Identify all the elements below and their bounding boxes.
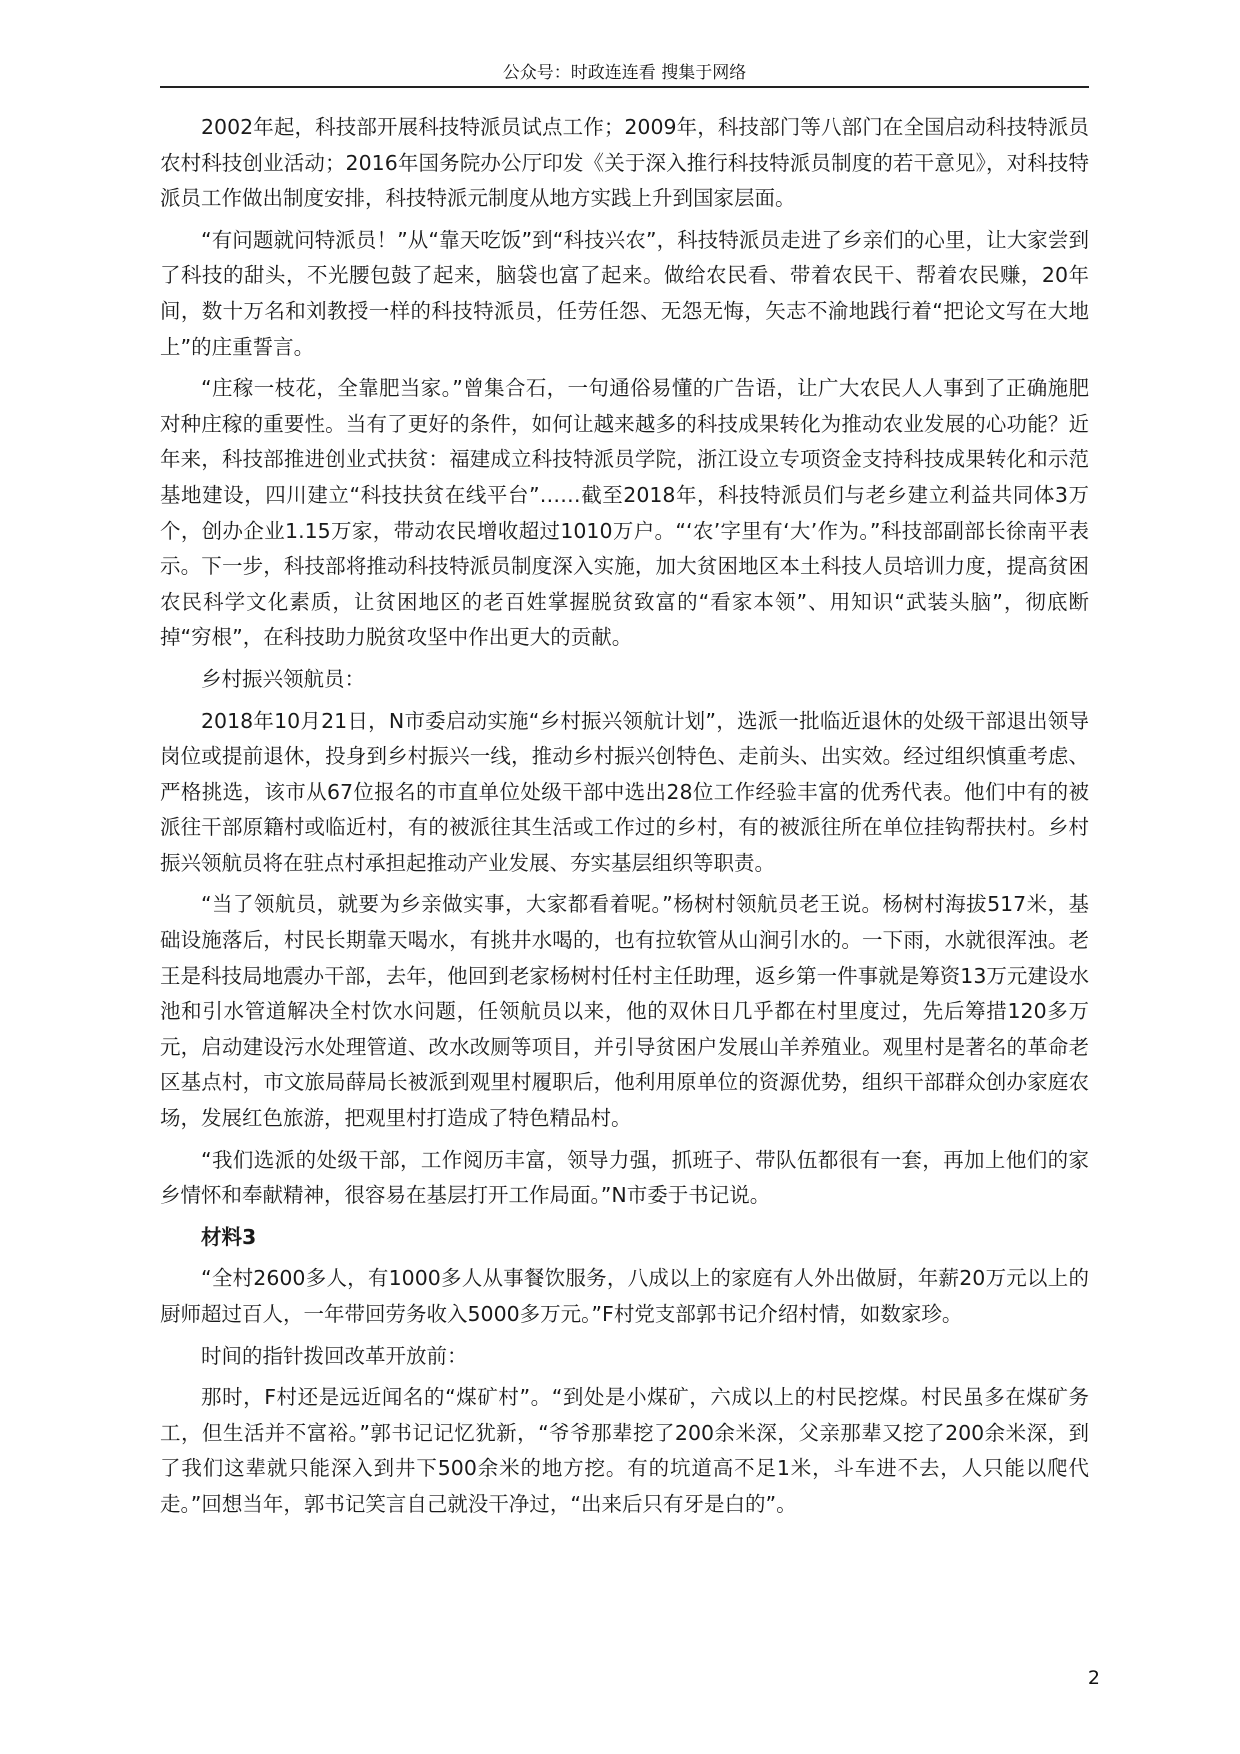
page-number: 2 xyxy=(1087,1667,1100,1689)
paragraph: “庄稼一枝花，全靠肥当家。”曾集合石，一句通俗易懂的广告语，让广大农民人人事到了正确施肥对种庄稼的重要性。当有了更好的条件，如何让越来越多的科技成果转化为推动农业发展的心功能？近年来，科技部推进创业式扶贫：福建成立科技特派员学院，浙江设立专项资金支持科技成果转化和示范基地建设，四川建立“科技扶贫在线平台”……截至2018年，科技特派员们与老乡建立利益共同体3万个，创办企业1.15万家，带动农民增收超过1010万户。“‘农’字里有‘大’作为。”科技部副部长徐南平表示。下一步，科技部将推动科技特派员制度深入实施，加大贫困地区本土科技人员培训力度，提高贫困农民科学文化素质，让贫困地区的老百姓掌握脱贫致富的“看家本领”、用知识“武装头脑”，彻底断掉“穷根”，在科技助力脱贫攻坚中作出更大的贡献。 xyxy=(160,376,1089,650)
material-heading: 材料3 xyxy=(201,1224,257,1249)
paragraph: “有问题就问特派员！”从“靠天吃饭”到“科技兴农”，科技特派员走进了乡亲们的心里，让大家尝到了科技的甜头，不光腰包鼓了起来，脑袋也富了起来。做给农民看、带着农民干、帮着农民赚，20年间，数十万名和刘教授一样的科技特派员，任劳任怨、无怨无悔，矢志不渝地践行着“把论文写在大地上”的庄重誓言。 xyxy=(160,227,1089,359)
paragraph: “全村2600多人，有1000多人从事餐饮服务，八成以上的家庭有人外出做厨，年薪20万元以上的厨师超过百人，一年带回劳务收入5000多万元。”F村党支部郭书记介绍村情，如数家珍。 xyxy=(160,1266,1089,1326)
document-body xyxy=(160,110,1089,1529)
paragraph: 那时，F村还是远近闻名的“煤矿村”。“到处是小煤矿，六成以上的村民挖煤。村民虽多在煤矿务工，但生活并不富裕。”郭书记记忆犹新，“爷爷那辈挖了200余米深，父亲那辈又挖了200余米深，到了我们这辈就只能深入到井下500余米的地方挖。有的坑道高不足1米，斗车进不去，人只能以爬代走。”回想当年，郭书记笑言自己就没干净过，“出来后只有牙是白的”。 xyxy=(160,1385,1089,1516)
paragraph: 时间的指针拨回改革开放前： xyxy=(201,1343,468,1368)
paragraph: 2002年起，科技部开展科技特派员试点工作；2009年，科技部门等八部门在全国启动科技特派员农村科技创业活动；2016年国务院办公厅印发《关于深入推行科技特派员制度的若干意见》，对科技特派员工作做出制度安排，科技特派元制度从地方实践上升到国家层面。 xyxy=(160,115,1089,211)
section-label: 乡村振兴领航员： xyxy=(201,666,365,691)
paragraph: 2018年10月21日，N市委启动实施“乡村振兴领航计划”，选派一批临近退休的处级干部退出领导岗位或提前退休，投身到乡村振兴一线，推动乡村振兴创特色、走前头、出实效。经过组织慎重考虑、严格挑选，该市从67位报名的市直单位处级干部中选出28位工作经验丰富的优秀代表。他们中有的被派往干部原籍村或临近村，有的被派往其生活或工作过的乡村，有的被派往所在单位挂钩帮扶村。乡村振兴领航员将在驻点村承担起推动产业发展、夯实基层组织等职责。 xyxy=(160,708,1089,875)
paragraph: “我们选派的处级干部，工作阅历丰富，领导力强，抓班子、带队伍都很有一套，再加上他们的家乡情怀和奉献精神，很容易在基层打开工作局面。”N市委于书记说。 xyxy=(160,1147,1089,1208)
page-header: 公众号：时政连连看 搜集于网络 xyxy=(502,63,747,83)
header-divider xyxy=(160,86,1089,88)
paragraph: “当了领航员，就要为乡亲做实事，大家都看着呢。”杨树村领航员老王说。杨树村海拔517米，基础设施落后，村民长期靠天喝水，有挑井水喝的，也有拉软管从山涧引水的。一下雨，水就很浑浊。老王是科技局地震办干部，去年，他回到老家杨树村任村主任助理，返乡第一件事就是筹资13万元建设水池和引水管道解决全村饮水问题，任领航员以来，他的双休日几乎都在村里度过，先后筹措120多万元，启动建设污水处理管道、改水改厕等项目，并引导贫困户发展山羊养殖业。观里村是著名的革命老区基点村，市文旅局薛局长被派到观里村履职后，他利用原单位的资源优势，组织干部群众创办家庭农场，发展红色旅游，把观里村打造成了特色精品村。 xyxy=(160,892,1089,1131)
